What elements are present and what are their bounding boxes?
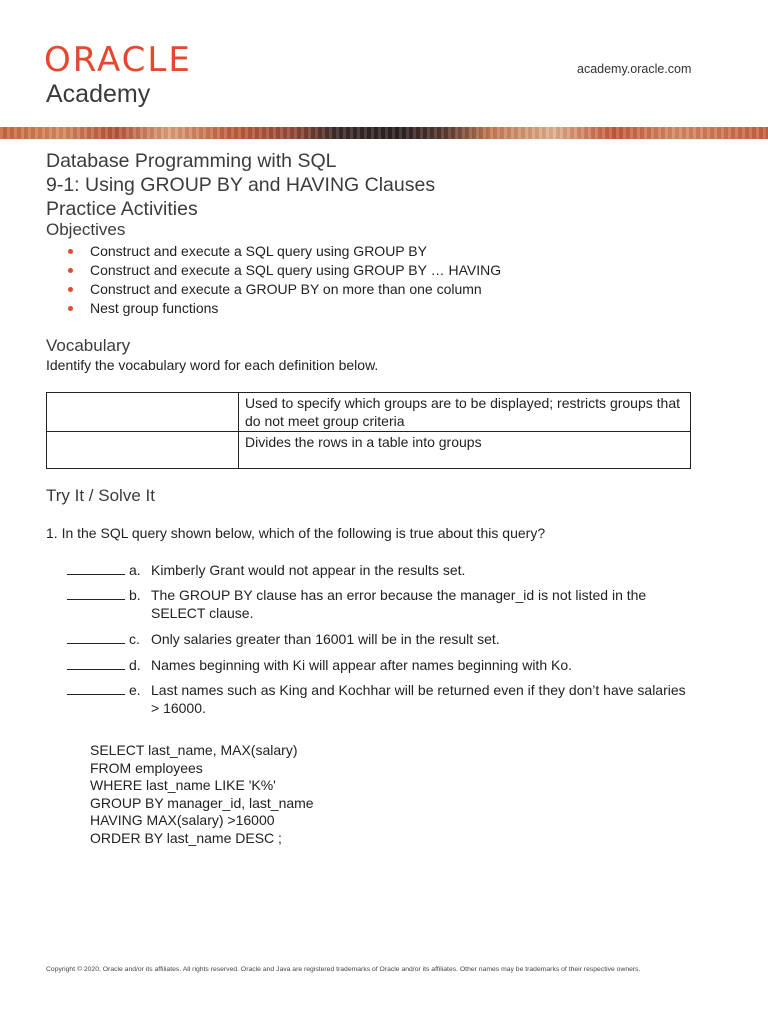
try-it-heading: Try It / Solve It xyxy=(46,486,155,505)
answer-blank[interactable] xyxy=(67,586,125,600)
answer-blank[interactable] xyxy=(67,561,125,575)
definition-cell: Used to specify which groups are to be displayed; restricts groups that do not meet group criteria xyxy=(239,393,691,432)
sql-line: GROUP BY manager_id, last_name xyxy=(90,794,314,811)
term-answer-cell[interactable] xyxy=(47,393,239,432)
bullet-icon xyxy=(68,287,73,292)
objective-item: Construct and execute a SQL query using GROUP BY xyxy=(66,242,501,261)
answer-option: d. Names beginning with Ki will appear after names beginning with Ko. xyxy=(67,656,707,674)
objective-item: Construct and execute a SQL query using GROUP BY … HAVING xyxy=(66,261,501,280)
objective-item: Nest group functions xyxy=(66,299,501,318)
decorative-banner xyxy=(0,127,768,139)
objectives-list xyxy=(66,242,501,318)
sql-line: FROM employees xyxy=(90,759,203,776)
sql-query-block xyxy=(90,742,314,848)
definition-cell: Divides the rows in a table into groups xyxy=(239,432,691,469)
objective-item: Construct and execute a GROUP BY on more than one column xyxy=(66,280,501,299)
vocabulary-heading: Vocabulary xyxy=(46,336,131,355)
answer-blank[interactable] xyxy=(67,681,125,695)
oracle-logo: ORACLE xyxy=(44,40,192,80)
sql-line: SELECT last_name, MAX(salary) xyxy=(90,742,298,758)
sql-line: HAVING MAX(salary) >16000 xyxy=(90,812,275,829)
term-answer-cell[interactable] xyxy=(47,432,239,469)
bullet-icon xyxy=(68,268,73,273)
table-row xyxy=(47,432,691,469)
vocabulary-intro: Identify the vocabulary word for each definition below. xyxy=(46,357,379,373)
activity-title: Practice Activities xyxy=(46,198,198,220)
bullet-icon xyxy=(68,249,73,254)
answer-blank[interactable] xyxy=(67,656,125,670)
academy-logo-text: Academy xyxy=(46,80,151,108)
copyright-footer: Copyright © 2020, Oracle and/or its affiliates. All rights reserved. Oracle and Java are registered trademarks of Oracle and/or its affiliates. Other names may be trademarks of their respective owners. xyxy=(46,966,641,973)
answer-option: e. Last names such as King and Kochhar will be returned even if they don’t have salaries > 16000. xyxy=(67,681,707,717)
answer-option: c. Only salaries greater than 16001 will be in the result set. xyxy=(67,630,707,648)
objectives-heading: Objectives xyxy=(46,220,126,239)
site-url: academy.oracle.com xyxy=(577,62,692,76)
bullet-icon xyxy=(68,306,73,311)
sql-line: ORDER BY last_name DESC ; xyxy=(90,829,282,846)
lesson-title: 9-1: Using GROUP BY and HAVING Clauses xyxy=(46,174,436,196)
vocabulary-table xyxy=(46,392,691,469)
answer-option: a. Kimberly Grant would not appear in the results set. xyxy=(67,561,707,579)
answer-option: b. The GROUP BY clause has an error because the manager_id is not listed in the SELECT clause. xyxy=(67,586,707,622)
table-row xyxy=(47,393,691,432)
course-title: Database Programming with SQL xyxy=(46,150,337,172)
sql-line: WHERE last_name LIKE 'K%' xyxy=(90,777,276,794)
answer-blank[interactable] xyxy=(67,630,125,644)
question-1: 1. In the SQL query shown below, which of the following is true about this query? xyxy=(46,525,546,541)
